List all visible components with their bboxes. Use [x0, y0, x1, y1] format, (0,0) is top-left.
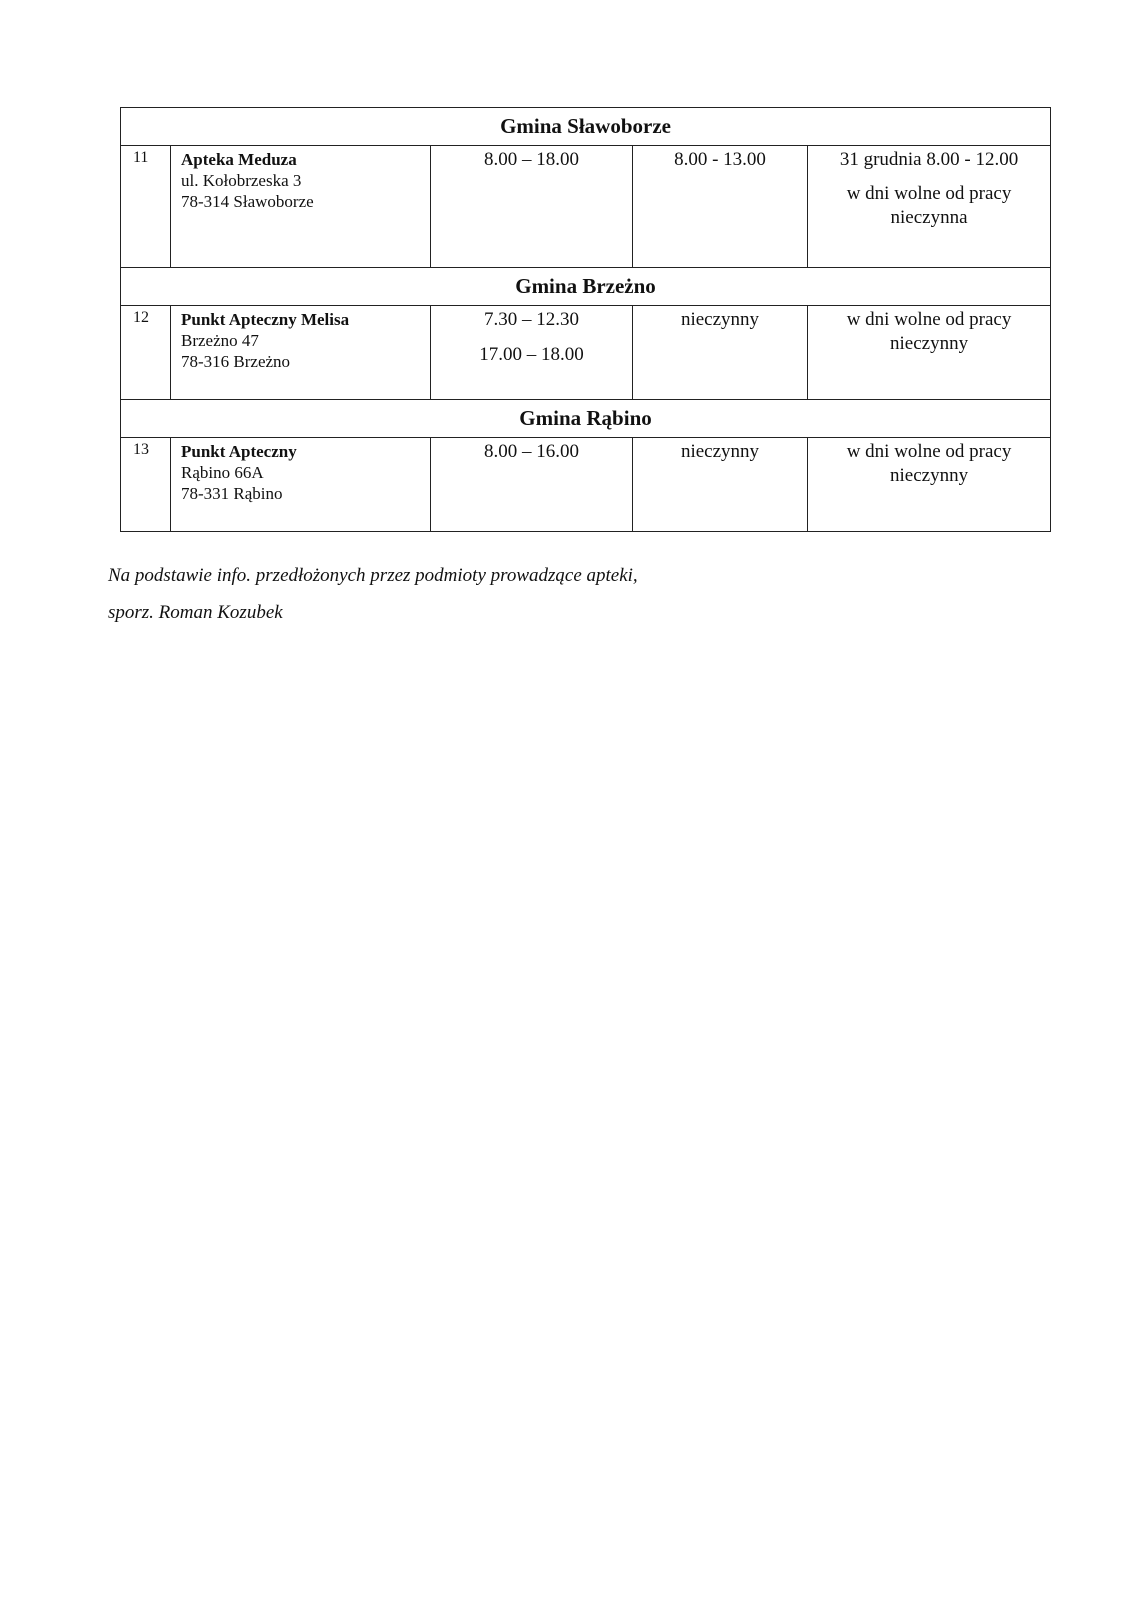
note-holidays: w dni wolne od pracy: [846, 183, 1012, 204]
weekday-hours-morning: 7.30 – 12.30: [484, 309, 579, 330]
pharmacy-postal: 78-316 Brzeżno: [181, 352, 291, 371]
table-row: [121, 306, 1051, 400]
note-holidays: w dni wolne od pracy: [846, 309, 1012, 330]
section-heading: Gmina Rąbino: [121, 400, 1051, 438]
section-header-slawoborze: [121, 108, 1051, 146]
note-special-day: 31 grudnia 8.00 - 12.00: [839, 149, 1019, 170]
saturday-hours: 8.00 - 13.00: [674, 149, 766, 170]
pharmacy-cell: [171, 438, 431, 532]
note-holidays-status: nieczynny: [889, 333, 969, 354]
section-header-brzezno: [121, 268, 1051, 306]
saturday-hours: nieczynny: [680, 441, 760, 462]
table-row: [121, 146, 1051, 268]
weekday-hours-cell: [431, 146, 633, 268]
weekday-hours-evening: 17.00 – 18.00: [479, 344, 584, 365]
note-holidays-status: nieczynny: [889, 465, 969, 486]
pharmacy-street: ul. Kołobrzeska 3: [181, 171, 302, 190]
section-heading: Gmina Sławoborze: [121, 108, 1051, 146]
table-row: [121, 438, 1051, 532]
pharmacy-cell: [171, 146, 431, 268]
saturday-hours: nieczynny: [680, 309, 760, 330]
source-note: Na podstawie info. przedłożonych przez podmioty prowadzące apteki,: [108, 565, 638, 586]
pharmacy-street: Rąbino 66A: [181, 463, 264, 482]
weekday-hours-cell: [431, 438, 633, 532]
note-holidays: w dni wolne od pracy: [846, 441, 1012, 462]
pharmacy-postal: 78-314 Sławoborze: [181, 192, 314, 211]
notes-cell: [808, 146, 1051, 268]
section-header-rabino: [121, 400, 1051, 438]
row-number: 12: [121, 306, 171, 400]
note-holidays-status: nieczynna: [890, 207, 968, 228]
weekday-hours: 8.00 – 16.00: [484, 441, 579, 462]
saturday-hours-cell: [633, 306, 808, 400]
pharmacy-name: Punkt Apteczny Melisa: [181, 310, 350, 329]
pharmacy-street: Brzeżno 47: [181, 331, 259, 350]
pharmacy-hours-table: [120, 107, 1051, 532]
pharmacy-name: Punkt Apteczny: [181, 442, 297, 461]
notes-cell: [808, 438, 1051, 532]
saturday-hours-cell: [633, 146, 808, 268]
row-number: 11: [121, 146, 171, 268]
author-note: sporz. Roman Kozubek: [108, 602, 283, 623]
weekday-hours-cell: [431, 306, 633, 400]
notes-cell: [808, 306, 1051, 400]
pharmacy-name: Apteka Meduza: [181, 150, 297, 169]
pharmacy-postal: 78-331 Rąbino: [181, 484, 283, 503]
pharmacy-cell: [171, 306, 431, 400]
saturday-hours-cell: [633, 438, 808, 532]
section-heading: Gmina Brzeżno: [121, 268, 1051, 306]
weekday-hours: 8.00 – 18.00: [484, 149, 579, 170]
row-number: 13: [121, 438, 171, 532]
